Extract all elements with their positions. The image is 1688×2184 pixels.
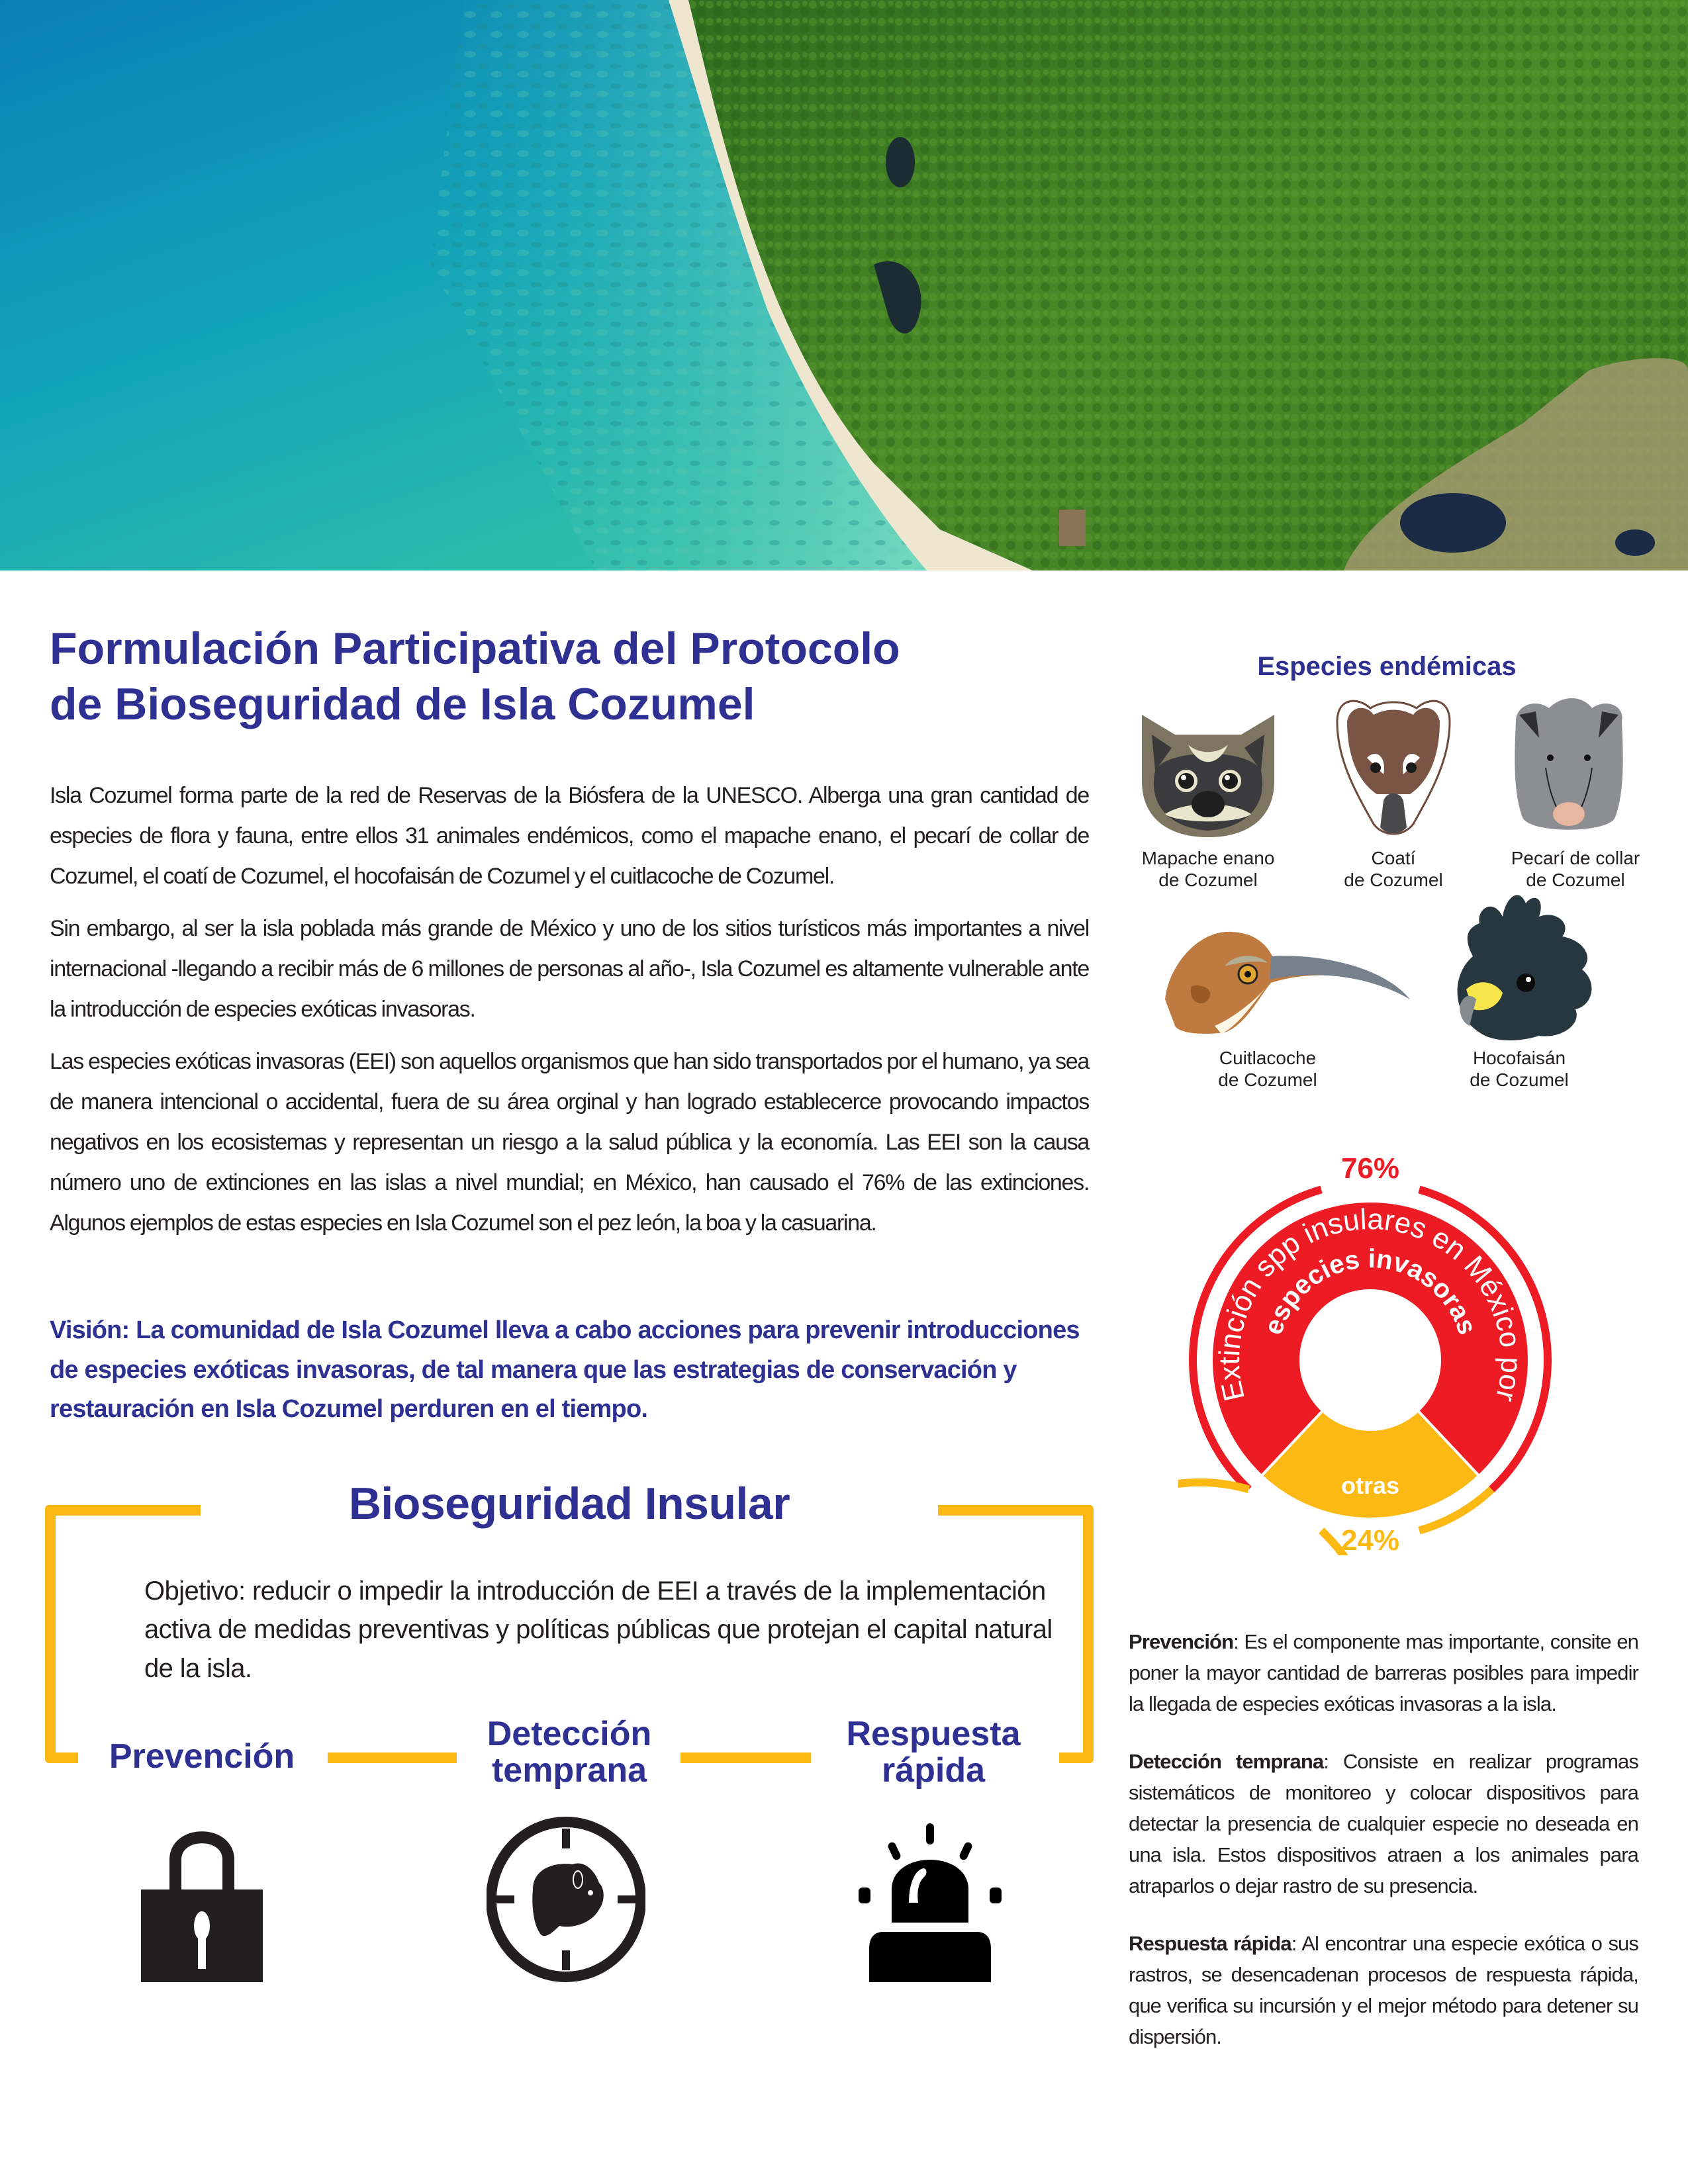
- stage-deteccion-temprana: [457, 1716, 682, 1789]
- peccary-icon: [1509, 692, 1628, 837]
- curassow-icon: [1440, 884, 1612, 1042]
- bracket-bottom-right: [1059, 1752, 1094, 1763]
- intro-paragraph-3: Las especies exóticas invasoras (EEI) son aquellos organismos que han sido transportados por el humano, ya sea de manera intencional o accidental, fuera de su área orginal y han logrado establecerce provocando impactos negativos en los ecosistemas y representan un riesgo a la salud pública y la economía. Las EEI son la causa número uno de extinciones en las islas a nivel mundial; en México, han causado el 76% de las extinciones. Algunos ejemplos de estas especies en Isla Cozumel son el pez león, la boa y la casuarina.: [50, 1049, 1089, 1236]
- donut-value-label-otras: 24%: [1340, 1524, 1400, 1555]
- vision-statement: Visión: La comunidad de Isla Cozumel lleva a cabo acciones para prevenir introducciones de especies exóticas invasoras, de tal manera que las estrategias de conservación y restauración en Isla Cozumel perduren en el tiempo.: [50, 1316, 1080, 1423]
- bracket-bottom-left: [45, 1752, 78, 1763]
- bracket-top-right: [938, 1505, 1094, 1516]
- left-column: [0, 621, 1112, 1992]
- extinction-donut-chart: [1178, 1145, 1562, 1555]
- species-label-line: Hocofaisán: [1472, 1048, 1566, 1068]
- intro-paragraph-2: Sin embargo, al ser la isla poblada más grande de México y uno de los sitios turísticos más importantes a nivel internacional -llegando a recibir más de 6 millones de personas al año-, Isla Cozumel es altamente vulnerable ante la introducción de especies exóticas invasoras.: [50, 916, 1089, 1022]
- connector-bar-1: [328, 1752, 457, 1763]
- stage-respuesta-rapida: [821, 1716, 1046, 1789]
- page-title: [50, 621, 1109, 732]
- species-section-title: Especies endémicas: [1257, 652, 1517, 681]
- species-label-line: Cuitlacoche: [1219, 1048, 1317, 1068]
- page-title-line-1: Formulación Participativa del Protocolo: [50, 623, 900, 674]
- raccoon-icon: [1125, 708, 1291, 841]
- donut-value-label-invasoras: 76%: [1340, 1152, 1400, 1185]
- species-label-line: de Cozumel: [1470, 1069, 1569, 1090]
- stage-label-line-2: temprana: [491, 1751, 647, 1790]
- description-deteccion: [1129, 1746, 1638, 1901]
- bracket-right-side: [1083, 1505, 1094, 1763]
- aerial-coastline-image: [0, 0, 1688, 570]
- donut-slice-label-otras: otras: [1340, 1472, 1400, 1499]
- stage-prevencion: [86, 1739, 318, 1775]
- species-label-line: Mapache enano: [1141, 848, 1275, 868]
- biosecurity-objective: Objetivo: reducir o impedir la introducción de EEI a través de la implementación activa de medidas preventivas y políticas públicas que protejan el capital natural de la isla.: [144, 1576, 1053, 1683]
- siren-icon: [857, 1823, 1003, 1982]
- description-text: : Al encontrar una especie exótica o sus rastros, se desencadenan procesos de respuesta rápida, que verifica su incursión y el mejor método para detener su dispersión.: [1129, 1932, 1638, 2048]
- donut-title-regular-path: Extinción spp insulares en México por: [1213, 1203, 1528, 1405]
- donut-title-bold-path: especies invasoras: [1258, 1244, 1482, 1339]
- species-label-line: de Cozumel: [1526, 870, 1625, 890]
- species-label-line: de Cozumel: [1218, 1069, 1317, 1090]
- species-label-line: de Cozumel: [1158, 870, 1258, 890]
- stage-descriptions: [1129, 1626, 1638, 2079]
- species-label-thrasher: [1178, 1047, 1357, 1091]
- description-prevencion: [1129, 1626, 1638, 1719]
- species-label-line: Coatí: [1371, 848, 1416, 868]
- species-label-line: Pecarí de collar: [1511, 848, 1640, 868]
- stage-label-line-1: Respuesta: [846, 1714, 1021, 1753]
- intro-body: [50, 776, 1089, 1244]
- connector-bar-2: [680, 1752, 811, 1763]
- species-label-raccoon: [1119, 847, 1297, 891]
- intro-paragraph-1: Isla Cozumel forma parte de la red de Reservas de la Biósfera de la UNESCO. Alberga una gran cantidad de especies de flora y fauna, entre ellos 31 animales endémicos, como el mapache enano, el pecarí de collar de Cozumel, el coatí de Cozumel, el hocofaisán de Cozumel y el cuitlacoche de Cozumel.: [50, 783, 1089, 889]
- stage-label: Prevención: [109, 1737, 295, 1776]
- biosecurity-title: Bioseguridad Insular: [348, 1478, 790, 1529]
- bracket-top-left: [45, 1505, 201, 1516]
- species-label-curassow: [1430, 1047, 1609, 1091]
- description-term: Prevención: [1129, 1630, 1234, 1653]
- species-label-line: de Cozumel: [1344, 870, 1443, 890]
- thrasher-icon: [1158, 927, 1423, 1039]
- page-title-line-2: de Bioseguridad de Isla Cozumel: [50, 679, 755, 729]
- description-term: Detección temprana: [1129, 1750, 1324, 1773]
- stage-label-line-1: Detección: [487, 1714, 652, 1753]
- rodent-target-icon: [487, 1817, 645, 1982]
- hero-aerial-photo: [0, 0, 1688, 570]
- bracket-left-side: [45, 1505, 56, 1763]
- biosecurity-section: [0, 1476, 1112, 1992]
- description-text: : Es el componente mas importante, consite en poner la mayor cantidad de barreras posibles para impedir la llegada de especies exóticas invasoras a la isla.: [1129, 1630, 1638, 1715]
- description-text: : Consiste en realizar programas sistemáticos de monitoreo y colocar dispositivos para detectar la presencia de cualquier especie no deseada en una isla. Estos dispositivos atraen a los animales para atraparlos o dejar rastro de su presencia.: [1129, 1750, 1638, 1897]
- description-term: Respuesta rápida: [1129, 1932, 1291, 1955]
- padlock-icon: [136, 1823, 268, 1982]
- coati-icon: [1331, 695, 1456, 841]
- stage-label-line-2: rápida: [881, 1751, 986, 1790]
- description-respuesta: [1129, 1928, 1638, 2052]
